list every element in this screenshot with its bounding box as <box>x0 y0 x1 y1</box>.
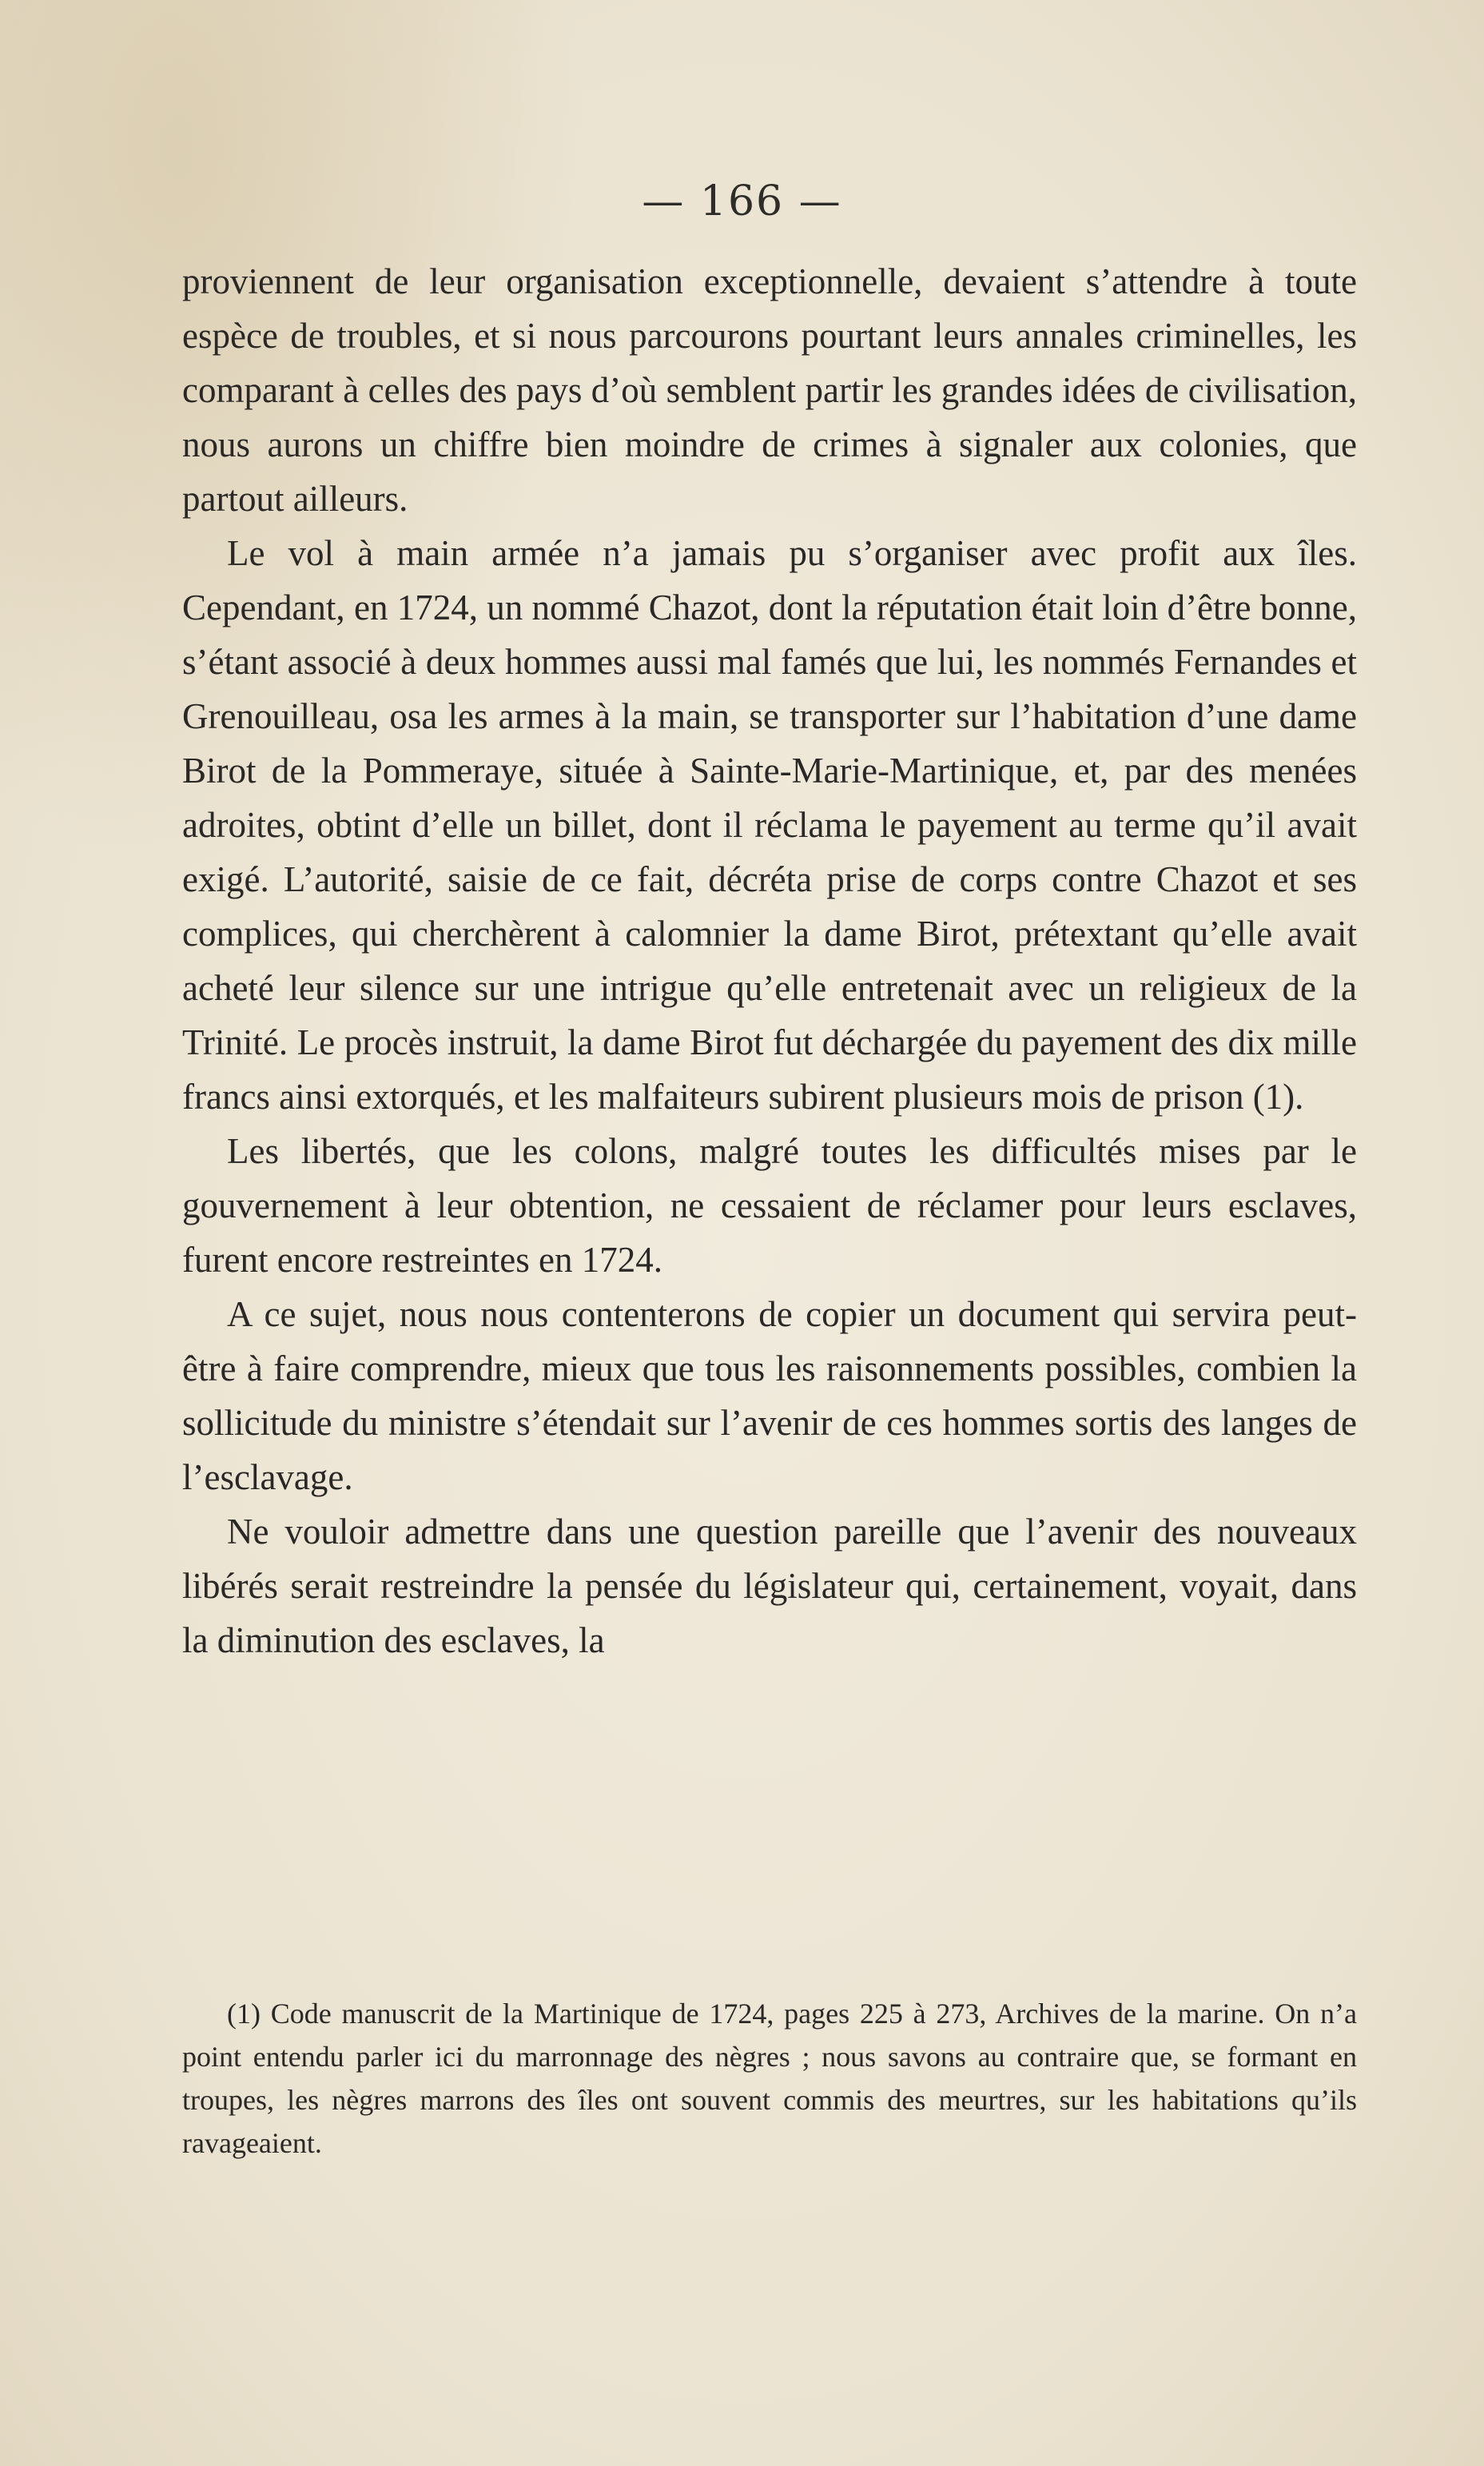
footnote: (1) Code manuscrit de la Martinique de 1724, pages 225 à 273, Archives de la marine. On n’a point entendu parler ici du marronnage des nègres ; nous savons au contraire que, se formant en troupes, les nègres marrons des îles ont souvent commis des meurtres, sur les habitations qu’ils ravageaient. <box>182 1998 1357 2159</box>
paragraph-continuation: proviennent de leur organisation exceptionnelle, devaient s’attendre à toute espèce de troubles, et si nous parcourons pourtant leurs annales criminelles, les comparant à celles des pays d’où semblent partir les grandes idées de civilisation, nous aurons un chiffre bien moindre de crimes à signaler aux colonies, que partout ailleurs. <box>182 261 1357 519</box>
page-number: — 166 — <box>642 177 842 225</box>
paragraph-document: A ce sujet, nous nous contenterons de copier un document qui servira peut-être à faire comprendre, mieux que tous les raisonnements possibles, combien la sollicitude du ministre s’étendait sur l’avenir de ces hommes sortis des langes de l’esclavage. <box>182 1294 1357 1497</box>
paragraph-legislator: Ne vouloir admettre dans une question pareille que l’avenir des nouveaux libérés serait restreindre la pensée du législateur qui, certainement, voyait, dans la diminution des esclaves, la <box>182 1512 1357 1660</box>
paragraph-chazot-case: Le vol à main armée n’a jamais pu s’organiser avec profit aux îles. Cependant, en 1724, un nommé Chazot, dont la réputation était loin d’être bonne, s’étant associé à deux hommes aussi mal famés que lui, les nommés Fernandes et Grenouilleau, osa les armes à la main, se transporter sur l’habitation d’une dame Birot de la Pommeraye, située à Sainte-Marie-Martinique, et, par des menées adroites, obtint d’elle un billet, dont il réclama le payement au terme qu’il avait exigé. L’autorité, saisie de ce fait, décréta prise de corps contre Chazot et ses complices, qui cherchèrent à calomnier la dame Birot, prétextant qu’elle avait acheté leur silence sur une intrigue qu’elle entretenait avec un religieux de la Trinité. Le procès instruit, la dame Birot fut déchargée du payement des dix mille francs ainsi extorqués, et les malfaiteurs subirent plusieurs mois de prison (1). <box>182 533 1357 1117</box>
body-text <box>182 254 1357 1667</box>
paragraph-liberties: Les libertés, que les colons, malgré toutes les difficultés mises par le gouvernement à leur obtention, ne cessaient de réclamer pour leurs esclaves, furent encore restreintes en 1724. <box>182 1131 1357 1280</box>
